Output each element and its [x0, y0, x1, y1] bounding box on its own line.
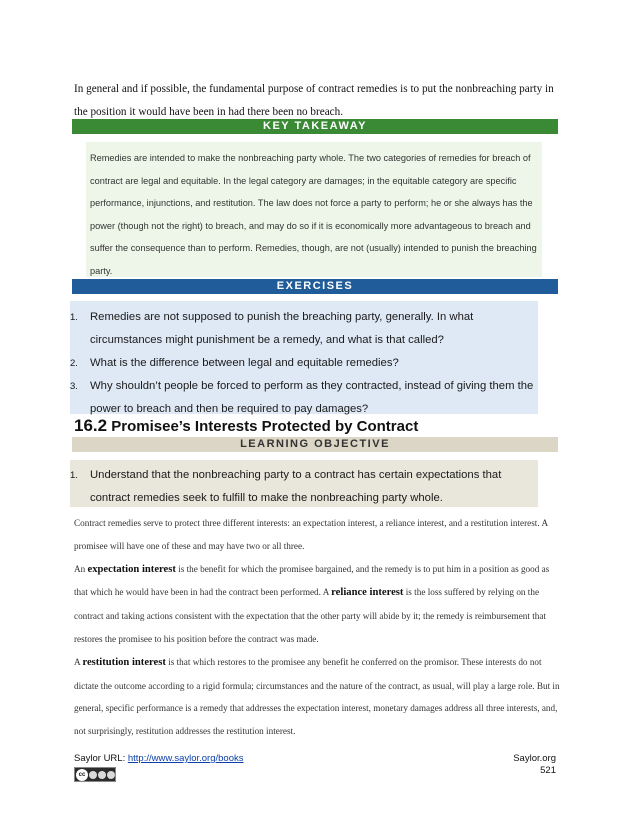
- body-text: [74, 512, 560, 743]
- exercise-number: 1.: [70, 312, 78, 323]
- exercise-text: Remedies are not supposed to punish the breaching party, generally. In what circumstances might punishment be a remedy, and what is that called?: [90, 311, 474, 346]
- footer-source: [74, 753, 244, 764]
- term-restitution-interest: restitution interest: [82, 656, 166, 668]
- attribution-icon: [89, 771, 97, 779]
- objective-text: Understand that the nonbreaching party to a contract has certain expectations that contract remedies seek to fulfill to make the nonbreaching party whole.: [90, 469, 502, 504]
- text-run: is that which restores to the promisee any benefit he conferred on the promisor. These interests do not dictate the outcome according to a rigid formula; circumstances and the nature of the contract, as usual, will play a large role. But in general, specific performance is a remedy that addresses the expectation interest, monetary damages address all three interests, and, not surprisingly, restitution addresses the restitution interest.: [74, 656, 560, 737]
- footer-page-info: [513, 753, 556, 777]
- exercise-number: 3.: [70, 381, 78, 392]
- learning-objective-item: [70, 464, 540, 510]
- text-run: is the loss suffered by relying on the contract and taking actions consistent with the expectation that the other party will abide by it; the remedy is reimbursement that restores the promisee to his position before the contract was made.: [74, 587, 546, 644]
- term-expectation-interest: expectation interest: [87, 563, 176, 575]
- exercise-text: What is the difference between legal and equitable remedies?: [90, 357, 399, 369]
- cc-icon: cc: [76, 769, 88, 781]
- exercises-list: [70, 306, 540, 421]
- footer-url-link[interactable]: http://www.saylor.org/books: [127, 753, 244, 764]
- text-run: is the benefit for which the promisee bargained, and the remedy is to put him in a position as good as that which he would have been in had the contract been performed. A: [74, 563, 550, 598]
- noncommercial-icon: [98, 771, 106, 779]
- term-reliance-interest: reliance interest: [331, 587, 404, 599]
- exercises-header: EXERCISES: [72, 279, 558, 294]
- text-run: A: [74, 656, 83, 667]
- body-paragraph: Contract remedies serve to protect three different interests: an expectation interest, a reliance interest, and a restitution interest. A promisee will have one of these and may have two or all three.: [74, 518, 548, 551]
- exercise-number: 2.: [70, 358, 78, 369]
- learning-objective-list: [70, 464, 540, 510]
- exercise-item: [70, 306, 540, 352]
- footer-site: Saylor.org: [513, 753, 556, 764]
- section-number: 16.2: [74, 416, 108, 435]
- section-heading: [74, 416, 418, 436]
- objective-number: 1.: [70, 470, 78, 481]
- intro-paragraph: In general and if possible, the fundamental purpose of contract remedies is to put the nonbreaching party in the position it would have been in had there been no breach.: [74, 83, 554, 118]
- exercise-text: Why shouldn’t people be forced to perform as they contracted, instead of giving them the power to breach and then be required to pay damages?: [90, 380, 534, 415]
- learning-objective-header: LEARNING OBJECTIVE: [72, 437, 558, 452]
- key-takeaway-text: Remedies are intended to make the nonbreaching party whole. The two categories of remedies for breach of contract are legal and equitable. In the legal category are damages; in the equitable category are specific performance, injunctions, and restitution. The law does not force a party to perform; he or she always has the power (though not the right) to breach, and may do so if it is economically more advantageous to breach and suffer the consequence than to perform. Remedies, though, are not (usually) intended to punish the breaching party.: [90, 153, 537, 276]
- key-takeaway-header: KEY TAKEAWAY: [72, 119, 558, 134]
- text-run: An: [74, 563, 88, 574]
- footer-url-label: Saylor URL:: [74, 753, 128, 764]
- creative-commons-badge-icon: [74, 767, 116, 782]
- exercise-item: [70, 375, 540, 421]
- body-paragraph: [74, 558, 560, 651]
- body-paragraph: [74, 651, 560, 743]
- page-number: 521: [540, 765, 556, 776]
- section-title: Promisee’s Interests Protected by Contract: [111, 418, 419, 435]
- exercise-item: [70, 352, 540, 375]
- sharealike-icon: [107, 771, 115, 779]
